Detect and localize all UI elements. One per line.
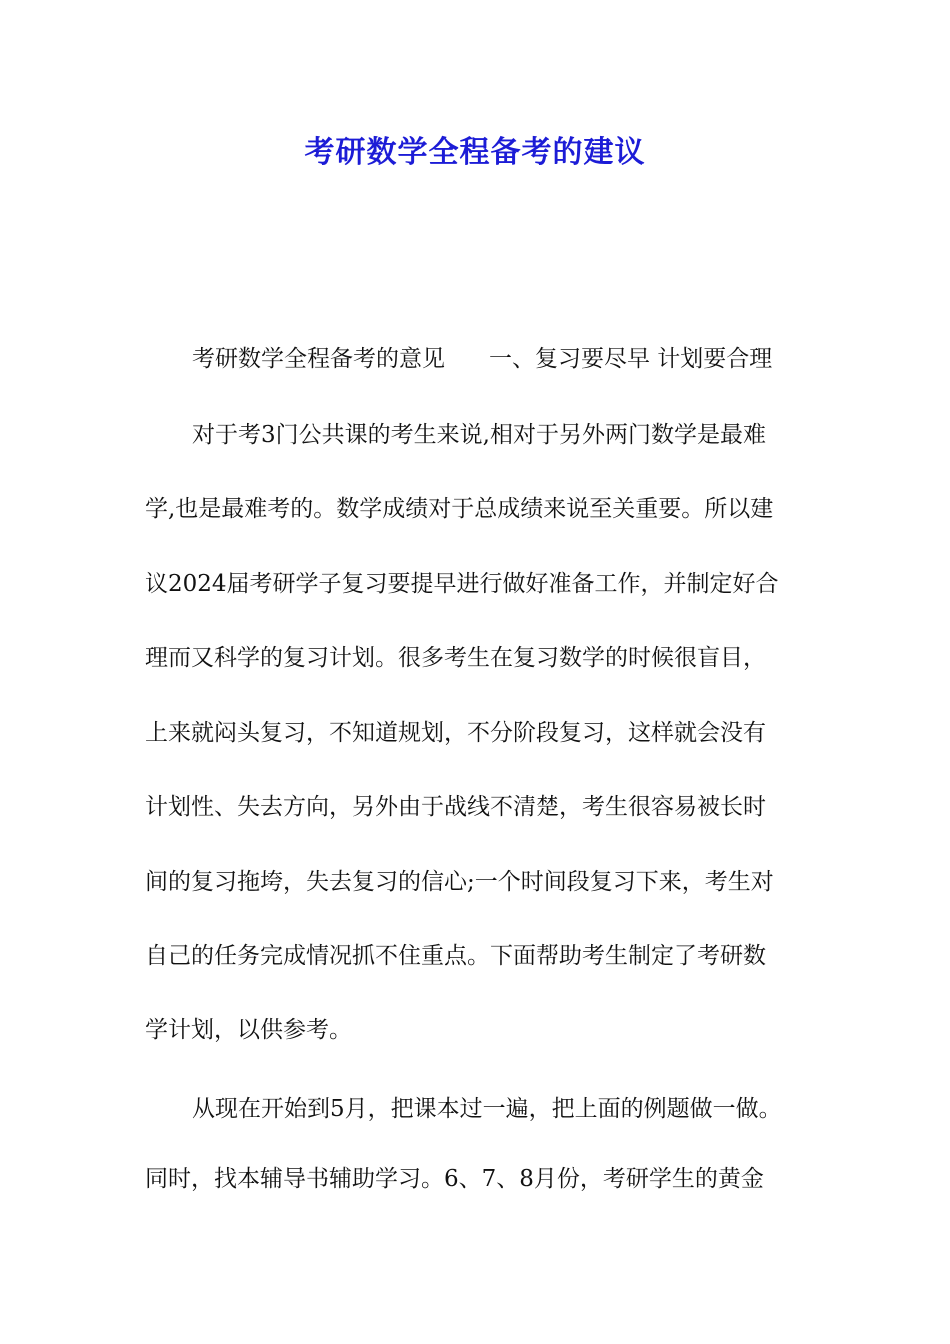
paragraph-line: 学,也是最难考的。数学成绩对于总成绩来说至关重要。所以建 bbox=[145, 496, 774, 522]
section-heading-line bbox=[192, 342, 872, 376]
paragraph-line: 计划性、失去方向，另外由于战线不清楚，考生很容易被长时 bbox=[145, 794, 766, 820]
document-title: 考研数学全程备考的建议 bbox=[304, 135, 646, 170]
paragraph-line: 议2024届考研学子复习要提早进行做好准备工作，并制定好合 bbox=[145, 571, 779, 597]
subtitle-text: 考研数学全程备考的意见 bbox=[192, 346, 445, 372]
paragraph-line: 从现在开始到5月，把课本过一遍，把上面的例题做一做。 bbox=[192, 1096, 782, 1122]
paragraph-line: 自己的任务完成情况抓不住重点。下面帮助考生制定了考研数 bbox=[145, 943, 766, 969]
section-heading: 一、复习要尽早 计划要合理 bbox=[489, 346, 773, 372]
paragraph-line: 上来就闷头复习，不知道规划，不分阶段复习，这样就会没有 bbox=[145, 720, 766, 746]
paragraph-line: 同时，找本辅导书辅助学习。6、7、8月份，考研学生的黄金 bbox=[145, 1166, 764, 1192]
paragraph-line: 理而又科学的复习计划。很多考生在复习数学的时候很盲目， bbox=[145, 645, 766, 671]
paragraph-line: 间的复习拖垮，失去复习的信心;一个时间段复习下来，考生对 bbox=[145, 869, 774, 895]
paragraph-line: 对于考3门公共课的考生来说,相对于另外两门数学是最难 bbox=[192, 422, 766, 448]
paragraph-line: 学计划，以供参考。 bbox=[145, 1017, 352, 1043]
